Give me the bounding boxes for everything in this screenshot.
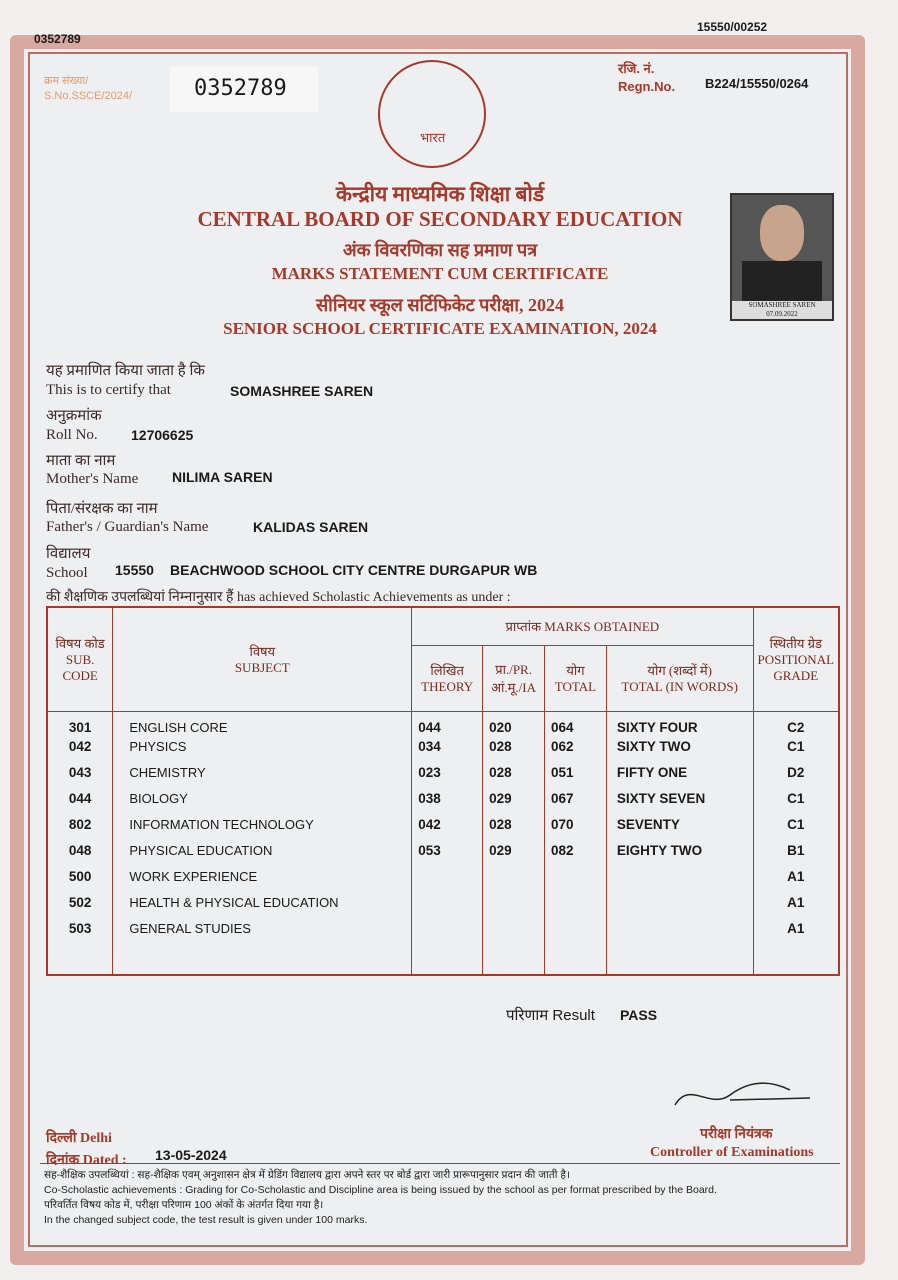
cbse-seal: भारत bbox=[378, 60, 486, 168]
roll-label-hindi: अनुक्रमांक bbox=[46, 408, 102, 424]
doc-hindi: अंक विवरणिका सह प्रमाण पत्र bbox=[342, 240, 538, 260]
cell-total bbox=[545, 867, 607, 893]
cell-grade: C2 bbox=[753, 711, 839, 737]
table-row bbox=[47, 815, 839, 841]
roll-label: Roll No. bbox=[46, 427, 98, 443]
cell-practical bbox=[483, 867, 545, 893]
cell-subject: BIOLOGY bbox=[113, 789, 412, 815]
cell-practical: 029 bbox=[483, 841, 545, 867]
board-hindi: केन्द्रीय माध्यमिक शिक्षा बोर्ड bbox=[335, 182, 545, 206]
cell-total-words bbox=[606, 893, 753, 919]
cell-total-words bbox=[606, 919, 753, 945]
cell-subject: HEALTH & PHYSICAL EDUCATION bbox=[113, 893, 412, 919]
controller-signature bbox=[670, 1070, 820, 1120]
cell-subject: PHYSICS bbox=[113, 737, 412, 763]
cell-sub-code: 802 bbox=[47, 815, 113, 841]
cell-sub-code: 043 bbox=[47, 763, 113, 789]
school-code: 15550 bbox=[115, 562, 154, 578]
cell-sub-code: 048 bbox=[47, 841, 113, 867]
cell-theory: 053 bbox=[412, 841, 483, 867]
header-practical: प्रा./PR. आं.मू./IA bbox=[483, 645, 545, 711]
cell-practical bbox=[483, 919, 545, 945]
controller-hindi: परीक्षा नियंत्रक bbox=[700, 1127, 773, 1142]
mother-label-hindi: माता का नाम bbox=[46, 453, 116, 469]
controller-title: Controller of Examinations bbox=[650, 1145, 814, 1160]
cell-theory: 038 bbox=[412, 789, 483, 815]
board-title: CENTRAL BOARD OF SECONDARY EDUCATION bbox=[197, 207, 683, 231]
cell-grade: A1 bbox=[753, 919, 839, 945]
header-total-words: योग (शब्दों में) TOTAL (IN WORDS) bbox=[606, 645, 753, 711]
cell-practical bbox=[483, 893, 545, 919]
roll-number: 12706625 bbox=[131, 427, 194, 443]
cell-sub-code: 301 bbox=[47, 711, 113, 737]
cell-total: 082 bbox=[545, 841, 607, 867]
place: दिल्ली Delhi bbox=[46, 1131, 112, 1146]
header-sub-code: विषय कोड SUB. CODE bbox=[47, 607, 113, 711]
cell-theory bbox=[412, 919, 483, 945]
result-value: PASS bbox=[620, 1007, 658, 1023]
doc-title: MARKS STATEMENT CUM CERTIFICATE bbox=[271, 264, 609, 283]
cell-total: 051 bbox=[545, 763, 607, 789]
header-subject: विषय SUBJECT bbox=[113, 607, 412, 711]
table-row bbox=[47, 711, 839, 737]
regn-value: B224/15550/0264 bbox=[705, 76, 809, 91]
cell-total: 062 bbox=[545, 737, 607, 763]
achievements-intro: की शैक्षणिक उपलब्धियां निम्नानुसार हैं has achieved Scholastic Achievements as under : bbox=[46, 590, 511, 605]
cell-total: 070 bbox=[545, 815, 607, 841]
serial-top: 0352789 bbox=[34, 32, 81, 46]
cell-theory bbox=[412, 893, 483, 919]
cell-grade: C1 bbox=[753, 737, 839, 763]
cell-sub-code: 044 bbox=[47, 789, 113, 815]
cell-theory: 034 bbox=[412, 737, 483, 763]
exam-title: SENIOR SCHOOL CERTIFICATE EXAMINATION, 2024 bbox=[223, 319, 657, 338]
sno-value: 0352789 bbox=[170, 66, 318, 112]
student-name: SOMASHREE SAREN bbox=[230, 383, 374, 399]
header-theory: लिखित THEORY bbox=[412, 645, 483, 711]
certify-label-hindi: यह प्रमाणित किया जाता है कि bbox=[46, 363, 205, 379]
cell-grade: C1 bbox=[753, 789, 839, 815]
certify-label: This is to certify that bbox=[46, 382, 171, 398]
exam-hindi: सीनियर स्कूल सर्टिफिकेट परीक्षा, 2024 bbox=[316, 295, 564, 315]
cell-total bbox=[545, 919, 607, 945]
student-photo: SOMASHREE SAREN 07.09.2022 bbox=[730, 193, 834, 321]
cell-total-words: SIXTY FOUR bbox=[606, 711, 753, 737]
school-name: BEACHWOOD SCHOOL CITY CENTRE DURGAPUR WB bbox=[170, 562, 538, 578]
cell-subject: WORK EXPERIENCE bbox=[113, 867, 412, 893]
cell-grade: C1 bbox=[753, 815, 839, 841]
footnotes: सह-शैक्षिक उपलब्धियां : सह-शैक्षिक एवम् अनुशासन क्षेत्र में ग्रेडिंग विद्यालय द्वारा अपने स्तर पर बोर्ड द्वारा जारी प्रारूपानुसार प्रदान की जाती है। Co-Scholastic achievements : Grading for Co-Scholastic and Discipline area is being issued by the school as per format prescribed by the Board. परिवर्तित विषय कोड में, परीक्षा परिणाम 100 अंकों के अंतर्गत दिया गया है। In the changed subject code, the test result is given under 100 marks. bbox=[44, 1169, 717, 1226]
cell-theory: 042 bbox=[412, 815, 483, 841]
cell-practical: 020 bbox=[483, 711, 545, 737]
cell-sub-code: 042 bbox=[47, 737, 113, 763]
table-row bbox=[47, 919, 839, 945]
marks-table bbox=[46, 606, 840, 976]
table-row bbox=[47, 867, 839, 893]
cell-subject: CHEMISTRY bbox=[113, 763, 412, 789]
cell-total-words: FIFTY ONE bbox=[606, 763, 753, 789]
sno-label: क्रम संख्या/ S.No.SSCE/2024/ bbox=[44, 75, 133, 102]
cell-theory: 044 bbox=[412, 711, 483, 737]
father-label-hindi: पिता/संरक्षक का नाम bbox=[46, 501, 158, 517]
table-row bbox=[47, 893, 839, 919]
school-label: School bbox=[46, 565, 88, 581]
father-name: KALIDAS SAREN bbox=[253, 519, 369, 535]
mother-label: Mother's Name bbox=[46, 471, 139, 487]
ref-top: 15550/00252 bbox=[697, 20, 768, 34]
table-row bbox=[47, 763, 839, 789]
cell-grade: D2 bbox=[753, 763, 839, 789]
cell-sub-code: 502 bbox=[47, 893, 113, 919]
father-label: Father's / Guardian's Name bbox=[46, 519, 209, 535]
dated-label: दिनांक Dated : bbox=[46, 1153, 127, 1168]
cell-practical: 028 bbox=[483, 737, 545, 763]
cell-sub-code: 500 bbox=[47, 867, 113, 893]
cell-subject: INFORMATION TECHNOLOGY bbox=[113, 815, 412, 841]
header-marks-obtained: प्राप्तांक MARKS OBTAINED bbox=[412, 607, 753, 645]
table-row bbox=[47, 841, 839, 867]
cell-total-words: SEVENTY bbox=[606, 815, 753, 841]
cell-practical: 028 bbox=[483, 815, 545, 841]
cell-theory bbox=[412, 867, 483, 893]
result-label: परिणाम Result bbox=[506, 1007, 595, 1024]
cell-practical: 028 bbox=[483, 763, 545, 789]
mother-name: NILIMA SAREN bbox=[172, 469, 273, 485]
cell-total-words: SIXTY SEVEN bbox=[606, 789, 753, 815]
cell-subject: ENGLISH CORE bbox=[113, 711, 412, 737]
cell-total: 064 bbox=[545, 711, 607, 737]
header-grade: स्थितीय ग्रेड POSITIONAL GRADE bbox=[753, 607, 839, 711]
cell-total-words: SIXTY TWO bbox=[606, 737, 753, 763]
table-row bbox=[47, 789, 839, 815]
cell-total bbox=[545, 893, 607, 919]
cell-practical: 029 bbox=[483, 789, 545, 815]
regn-label: रजि. नं. Regn.No. bbox=[618, 61, 676, 94]
cell-grade: A1 bbox=[753, 867, 839, 893]
cell-total: 067 bbox=[545, 789, 607, 815]
cell-theory: 023 bbox=[412, 763, 483, 789]
table-row bbox=[47, 737, 839, 763]
school-label-hindi: विद्यालय bbox=[46, 546, 91, 562]
cell-grade: B1 bbox=[753, 841, 839, 867]
cell-total-words bbox=[606, 867, 753, 893]
cell-subject: PHYSICAL EDUCATION bbox=[113, 841, 412, 867]
header-total: योग TOTAL bbox=[545, 645, 607, 711]
cell-sub-code: 503 bbox=[47, 919, 113, 945]
date: 13-05-2024 bbox=[155, 1147, 227, 1163]
cell-grade: A1 bbox=[753, 893, 839, 919]
cell-subject: GENERAL STUDIES bbox=[113, 919, 412, 945]
cell-total-words: EIGHTY TWO bbox=[606, 841, 753, 867]
